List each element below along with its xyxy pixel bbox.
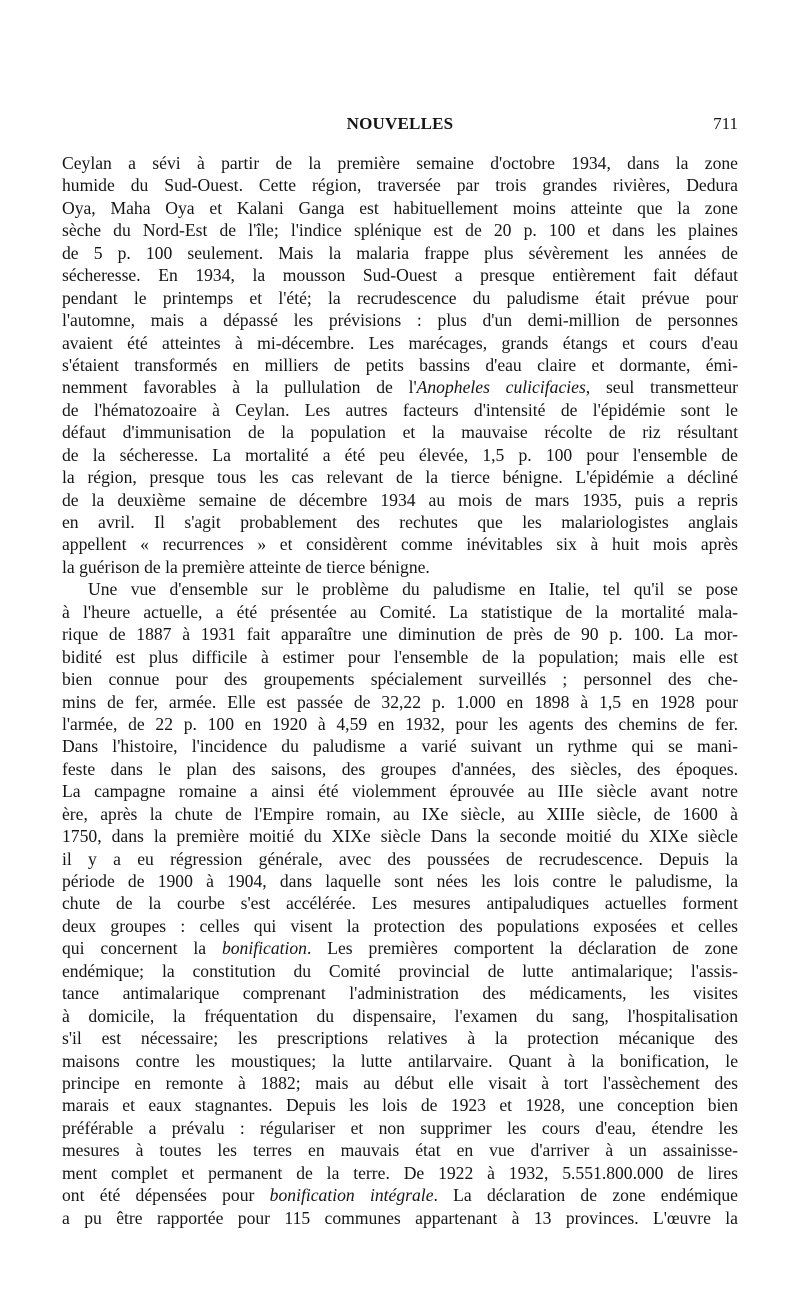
text-line: [62, 287, 738, 309]
text-run: chute de la courbe s'est accélérée. Les mesures antipaludiques actuelles forment: [62, 893, 738, 914]
text-line: [62, 803, 738, 825]
text-line: [62, 219, 738, 241]
text-line: [62, 937, 738, 959]
text-line: [62, 556, 738, 578]
text-line: [62, 892, 738, 914]
text-line: [62, 735, 738, 757]
text-line: [62, 1207, 738, 1229]
text-line: [62, 713, 738, 735]
text-line: [62, 533, 738, 555]
text-run: avaient été atteintes à mi-décembre. Les marécages, grands étangs et cours d'eau: [62, 332, 738, 353]
text-run: de la sécheresse. La mortalité a été peu élevée, 1,5 p. 100 pour l'ensemble de: [62, 444, 738, 465]
text-line: [62, 915, 738, 937]
text-run: la guérison de la première atteinte de tierce bénigne.: [62, 556, 430, 577]
text-line: [62, 578, 738, 600]
text-run: s'étaient transformés en milliers de petits bassins d'eau claire et dormante, émi-: [62, 354, 738, 375]
text-line: [62, 1050, 738, 1072]
text-run: appellent « recurrences » et considèrent comme inévitables six à huit mois après: [62, 534, 738, 555]
text-line: [62, 623, 738, 645]
text-run: , seul transmetteur: [585, 377, 738, 398]
text-run: qui concernent la: [62, 938, 222, 959]
text-run: bien connue pour des groupements spécialement surveillés ; personnel des che-: [62, 669, 738, 690]
text-run: de la deuxième semaine de décembre 1934 au mois de mars 1935, puis a repris: [62, 489, 738, 510]
text-run: en avril. Il s'agit probablement des rechutes que les malariologistes anglais: [62, 512, 738, 532]
text-run: bidité est plus difficile à estimer pour l'ensemble de la population; mais elle est: [62, 646, 738, 667]
text-run: a pu être rapportée pour 115 communes appartenant à 13 provinces. L'œuvre la: [62, 1207, 738, 1228]
italic-term: bonification: [221, 938, 307, 959]
text-line: [62, 152, 738, 174]
text-run: il y a eu régression générale, avec des poussées de recrudescence. Depuis la: [62, 848, 738, 869]
text-line: [62, 758, 738, 780]
text-run: sécheresse. En 1934, la mousson Sud-Ouest a presque entièrement fait défaut: [62, 265, 738, 286]
text-line: [62, 1072, 738, 1094]
text-run: l'armée, de 22 p. 100 en 1920 à 4,59 en 1932, pour les agents des chemins de fer.: [62, 713, 738, 734]
text-run: feste dans le plan des saisons, des groupes d'années, des siècles, des époques.: [62, 758, 738, 779]
text-run: nemment favorables à la pullulation de l': [62, 377, 417, 398]
text-run: mins de fer, armée. Elle est passée de 32,22 p. 1.000 en 1898 à 1,5 en 1928 pour: [62, 691, 738, 712]
text-line: [62, 780, 738, 802]
text-run: ment complet et permanent de la terre. De 1922 à 1932, 5.551.800.000 de lires: [62, 1162, 738, 1183]
text-line: [62, 421, 738, 443]
text-run: période de 1900 à 1904, dans laquelle sont nées les lois contre le paludisme, la: [62, 871, 738, 891]
text-run: préférable a prévalu : régulariser et non supprimer les cours d'eau, étendre les: [62, 1117, 738, 1138]
text-line: [62, 1027, 738, 1049]
text-line: [62, 511, 738, 533]
text-run: l'automne, mais a dépassé les prévisions : plus d'un demi-million de personnes: [62, 310, 738, 331]
text-line: [62, 332, 738, 354]
text-line: [62, 174, 738, 196]
text-line: [62, 1094, 738, 1116]
text-run: . La déclaration de zone endémique: [433, 1185, 738, 1206]
text-line: [62, 825, 738, 847]
text-run: mesures à toutes les terres en mauvais état en vue d'arriver à un assainisse-: [62, 1140, 738, 1161]
text-run: à domicile, la fréquentation du dispensaire, l'examen du sang, l'hospitalisation: [62, 1005, 738, 1026]
text-run: Ceylan a sévi à partir de la première semaine d'octobre 1934, dans la zone: [62, 153, 738, 173]
text-line: [62, 197, 738, 219]
text-run: tance antimalarique comprenant l'administration des médicaments, les visites: [62, 983, 738, 1004]
text-run: . Les premières comportent la déclaration de zone: [306, 938, 738, 959]
text-run: Dans l'histoire, l'incidence du paludisme a varié suivant un rythme qui se mani-: [62, 736, 738, 757]
text-run: ère, après la chute de l'Empire romain, au IXe siècle, au XIIIe siècle, de 1600 à: [62, 803, 738, 824]
text-run: de l'hématozoaire à Ceylan. Les autres facteurs d'intensité de l'épidémie sont le: [62, 399, 738, 420]
article-body: [62, 152, 738, 1229]
italic-term: bonification intégrale: [269, 1185, 434, 1206]
text-run: La campagne romaine a ainsi été violemment éprouvée au IIIe siècle avant notre: [62, 781, 738, 802]
text-run: sèche du Nord-Est de l'île; l'indice splénique est de 20 p. 100 et dans les plaines: [62, 220, 738, 241]
text-run: Une vue d'ensemble sur le problème du paludisme en Italie, tel qu'il se pose: [88, 579, 738, 600]
text-line: [62, 1184, 738, 1206]
text-line: [62, 646, 738, 668]
text-line: [62, 264, 738, 286]
text-line: [62, 466, 738, 488]
running-title: NOUVELLES: [346, 114, 454, 133]
text-line: [62, 1139, 738, 1161]
text-run: Oya, Maha Oya et Kalani Ganga est habituellement moins atteinte que la zone: [62, 197, 738, 218]
text-run: rique de 1887 à 1931 fait apparaître une diminution de près de 90 p. 100. La mor-: [62, 624, 738, 645]
text-run: de 5 p. 100 seulement. Mais la malaria frappe plus sévèrement les années de: [62, 242, 738, 263]
text-line: [62, 354, 738, 376]
page-number: 711: [713, 114, 738, 133]
text-run: 1750, dans la première moitié du XIXe siècle Dans la seconde moitié du XIXe siècle: [62, 826, 738, 847]
text-run: s'il est nécessaire; les prescriptions relatives à la protection mécanique des: [62, 1028, 738, 1049]
text-line: [62, 399, 738, 421]
text-line: [62, 376, 738, 398]
text-run: endémique; la constitution du Comité provincial de lutte antimalarique; l'assis-: [62, 960, 738, 981]
text-run: la région, presque tous les cas relevant de la tierce bénigne. L'épidémie a décliné: [62, 467, 738, 488]
text-line: [62, 309, 738, 331]
text-line: [62, 870, 738, 892]
text-run: marais et eaux stagnantes. Depuis les lois de 1923 et 1928, une conception bien: [62, 1095, 738, 1116]
text-run: maisons contre les moustiques; la lutte antilarvaire. Quant à la bonification, le: [62, 1050, 738, 1071]
page-header: [62, 114, 738, 138]
text-run: humide du Sud-Ouest. Cette région, traversée par trois grandes rivières, Dedura: [62, 175, 738, 196]
text-line: [62, 1162, 738, 1184]
text-run: principe en remonte à 1882; mais au début elle visait à tort l'assèchement des: [62, 1072, 738, 1093]
text-line: [62, 668, 738, 690]
text-line: [62, 1005, 738, 1027]
text-line: [62, 242, 738, 264]
text-run: deux groupes : celles qui visent la protection des populations exposées et celles: [62, 915, 738, 936]
text-run: défaut d'immunisation de la population et la mauvaise récolte de riz résultant: [62, 422, 738, 443]
italic-term: Anopheles culicifacies: [416, 377, 586, 398]
text-line: [62, 960, 738, 982]
text-run: pendant le printemps et l'été; la recrudescence du paludisme était prévue pour: [62, 287, 738, 308]
text-run: ont été dépensées pour: [62, 1185, 270, 1206]
text-line: [62, 601, 738, 623]
text-line: [62, 444, 738, 466]
text-line: [62, 848, 738, 870]
text-run: à l'heure actuelle, a été présentée au Comité. La statistique de la mortalité mala-: [62, 601, 738, 622]
text-line: [62, 691, 738, 713]
text-line: [62, 489, 738, 511]
text-line: [62, 1117, 738, 1139]
text-line: [62, 982, 738, 1004]
